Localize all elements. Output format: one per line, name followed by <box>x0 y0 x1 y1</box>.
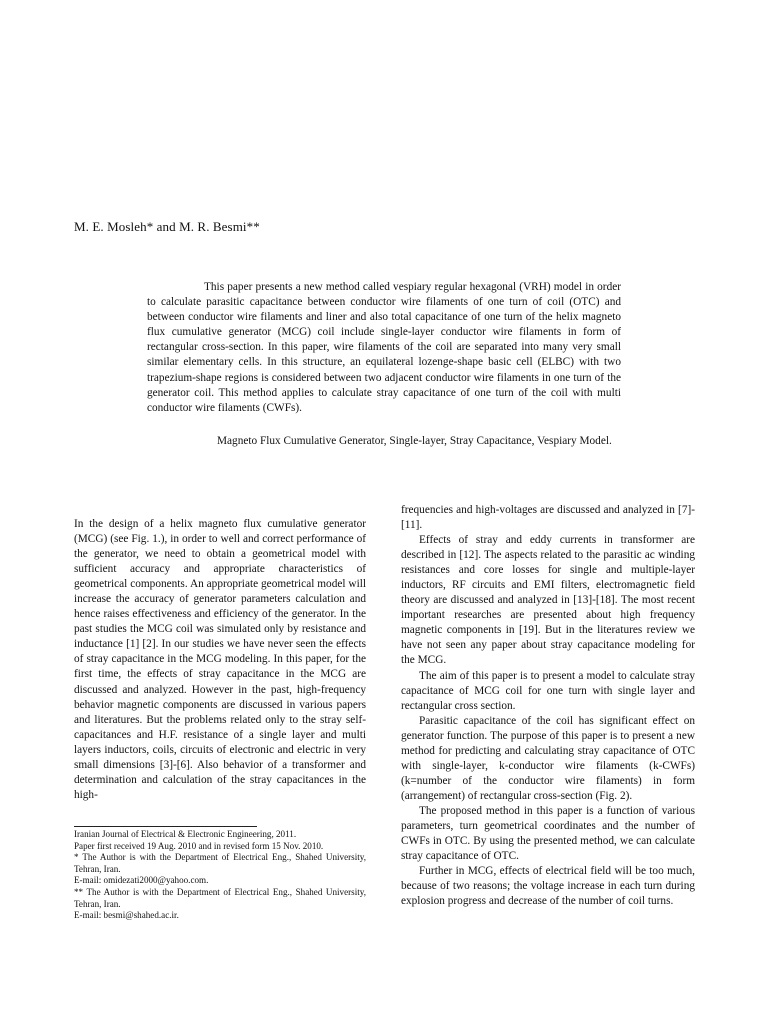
abstract: This paper presents a new method called vespiary regular hexagonal (VRH) model in order to calculate parasitic capacitance between conductor wire filaments of one turn of coil (OTC) and between conductor wire filaments and liner and also total capacitance of one turn of the helix magneto flux cumulative generator (MCG) coil include single-layer conductor wire filaments in form of rectangular cross-section. In this paper, wire filaments of the coil are separated into many very small similar elementary cells. In this structure, an equilateral lozenge-shape basic cell (ELBC) with two trapezium-shape regions is considered between two adjacent conductor wire filaments in one turn of the generator coil. This method applies to calculate stray capacitance of one turn of the coil with multi conductor wire filaments (CWFs). <box>147 281 621 414</box>
footnote: ** The Author is with the Department of Electrical Eng., Shahed University, Tehran, Iran. <box>74 886 366 909</box>
body-paragraph: frequencies and high-voltages are discussed and analyzed in [7]-[11]. <box>401 504 695 532</box>
body-paragraph: In the design of a helix magneto flux cumulative generator (MCG) (see Fig. 1.), in order to well and correct performance of the generator, we need to obtain a geometrical model with sufficient accuracy and appropriate characteristics of geometrical components. An appropriate geometrical model will increase the accuracy of generator parameters calculation and hence raises effectiveness and efficiency of the generator. In the past studies the MCG coil was simulated only by resistance and inductance [1] [2]. In our studies we have never seen the effects of stray capacitance in the MCG modeling. In this paper, for the first time, the effects of stray capacitance in the MCG are discussed and analyzed. However in the past, high-frequency behavior magnetic components are discussed in various papers and literatures. But the problems related only to the stray self-capacitances and H.F. resistance of a single layer and multi layers inductors, coils, circuits of electronic and electric in very small dimensions [3]-[6]. Also behavior of a transformer and determination and calculation of the stray capacitances in the high- <box>74 518 366 801</box>
body-paragraph: Further in MCG, effects of electrical field will be too much, because of two reasons; the voltage increase in each turn during explosion progress and decrease of the number of coil turns. <box>401 865 695 908</box>
body-paragraph: Effects of stray and eddy currents in transformer are described in [12]. The aspects related to the parasitic ac winding resistances and core losses for single and multiple-layer inductors, RF circuits and EMI filters, electromagnetic field theory are discussed and analyzed in [13]-[18]. The most recent important researches are presented about high frequency magnetic components in [19]. But in the literatures review we have not seen any paper about stray capacitance modeling for the MCG. <box>401 534 695 667</box>
body-paragraph: The proposed method in this paper is a function of various parameters, turn geometrical coordinates and the number of CWFs in OTC. By using the presented method, we can calculate stray capacitance of OTC. <box>401 804 695 863</box>
footnote: Paper first received 19 Aug. 2010 and in revised form 15 Nov. 2010. <box>74 840 324 851</box>
body-paragraph: Parasitic capacitance of the coil has significant effect on generator function. The purpose of this paper is to present a new method for predicting and calculating stray capacitance of OTC with single-layer, k-conductor wire filaments (k-CWFs) (k=number of the conductor wire filaments) in form (arrangement) of rectangular cross-section (Fig. 2). <box>401 714 695 802</box>
author-line: M. E. Mosleh* and M. R. Besmi** <box>74 219 260 234</box>
footnote: E-mail: omidezati2000@yahoo.com. <box>74 875 209 886</box>
footnote: Iranian Journal of Electrical & Electronic Engineering, 2011. <box>74 829 297 839</box>
keywords: Magneto Flux Cumulative Generator, Single-layer, Stray Capacitance, Vespiary Model. <box>217 435 612 447</box>
footnote-divider <box>74 826 257 827</box>
footnote: E-mail: besmi@shahed.ac.ir. <box>74 910 179 921</box>
left-column <box>74 517 366 803</box>
footnotes <box>74 829 366 922</box>
right-column <box>401 503 695 909</box>
body-paragraph: The aim of this paper is to present a model to calculate stray capacitance of MCG coil for one turn with single layer and rectangular cross section. <box>401 669 695 712</box>
footnote: * The Author is with the Department of Electrical Eng., Shahed University, Tehran, Iran. <box>74 852 366 874</box>
